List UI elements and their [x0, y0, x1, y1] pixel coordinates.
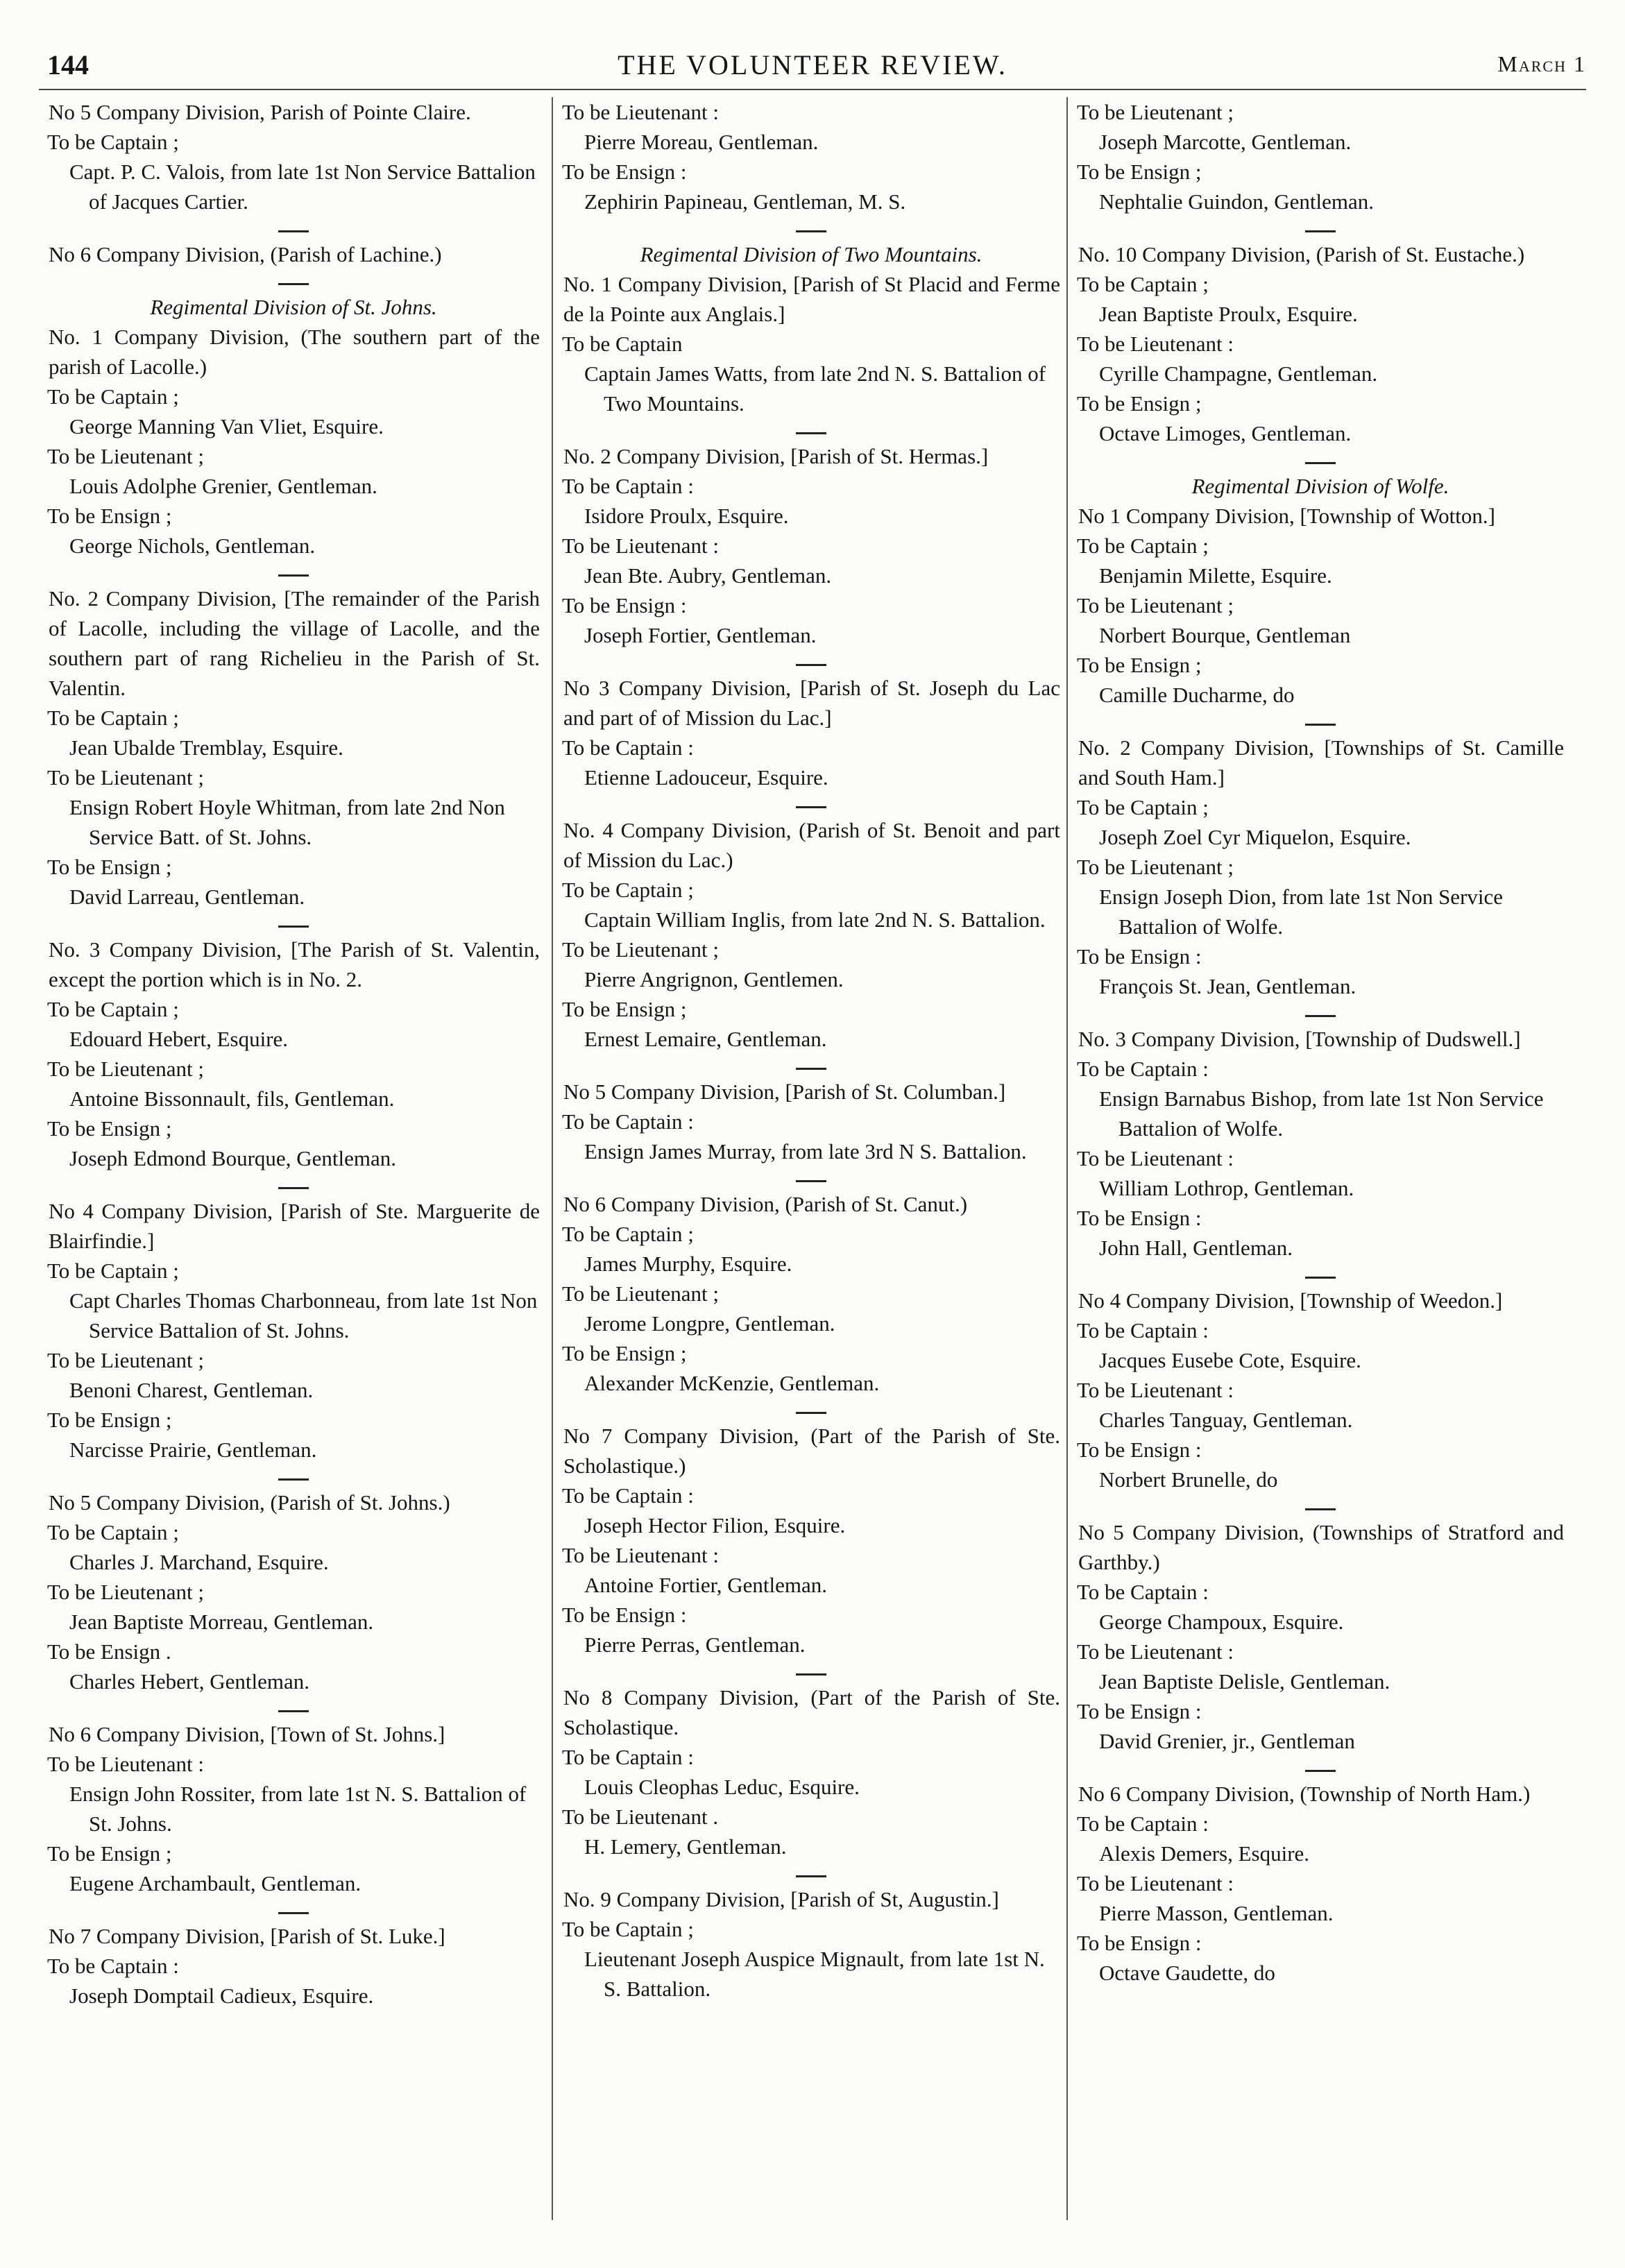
appointee-name: Alexis Demers, Esquire.	[1099, 1841, 1310, 1866]
company-division-heading: No 5 Company Division, Parish of Pointe Claire.	[49, 100, 471, 124]
section-dash	[278, 1912, 309, 1914]
company-division-heading: No. 9 Company Division, [Parish of St, Augustin.]	[563, 1887, 999, 1911]
appointment-rank: To be Captain ;	[562, 878, 694, 902]
appointee-name: William Lothrop, Gentleman.	[1099, 1176, 1354, 1200]
appointee-name: Norbert Bourque, Gentleman	[1099, 623, 1351, 647]
appointee-name: David Grenier, jr., Gentleman	[1099, 1729, 1355, 1753]
company-division-heading: No 1 Company Division, [Township of Wotton.]	[1078, 504, 1495, 528]
column-middle	[562, 97, 1060, 2220]
appointee-name: Captain William Inglis, from late 2nd N. S. Battalion.	[584, 907, 1046, 932]
page-header	[39, 46, 1586, 87]
column-right	[1077, 97, 1564, 2220]
section-dash	[278, 1478, 309, 1481]
section-dash	[796, 1068, 826, 1070]
appointee-name: John Hall, Gentleman.	[1099, 1236, 1293, 1260]
appointment-rank: To be Ensign .	[47, 1639, 171, 1664]
appointee-name: Ensign Barnabus Bishop, from late 1st Non Service Battalion of Wolfe.	[1099, 1086, 1544, 1141]
company-division-heading: No 3 Company Division, [Parish of St. Joseph du Lac and part of of Mission du Lac.]	[563, 676, 1060, 730]
appointee-name: Ensign James Murray, from late 3rd N S. Battalion.	[584, 1139, 1027, 1163]
appointment-rank: To be Captain :	[1077, 1057, 1209, 1081]
publication-title: THE VOLUNTEER REVIEW.	[618, 49, 1007, 80]
appointment-rank: To be Ensign ;	[47, 1116, 172, 1141]
appointee-name: Joseph Marcotte, Gentleman.	[1099, 130, 1352, 154]
appointee-name: Camille Ducharme, do	[1099, 683, 1295, 707]
company-division-section	[47, 97, 540, 216]
company-division-heading: No. 2 Company Division, [Townships of St. Camille and South Ham.]	[1078, 735, 1564, 790]
header-rule	[39, 89, 1586, 90]
appointee-name: H. Lemery, Gentleman.	[584, 1834, 787, 1859]
appointee-name: Lieutenant Joseph Auspice Mignault, from late 1st N. S. Battalion.	[584, 1947, 1045, 2001]
appointment-rank: To be Captain :	[47, 1954, 179, 1978]
section-dash	[1305, 1508, 1336, 1510]
column-rule	[1066, 97, 1068, 2220]
appointment-rank: To be Lieutenant ;	[1077, 100, 1234, 124]
section-dash	[796, 432, 826, 434]
section-dash	[1305, 724, 1336, 726]
appointment-rank: To be Lieutenant ;	[47, 1348, 204, 1372]
company-division-section	[47, 1710, 540, 1898]
appointment-rank: To be Captain :	[562, 1483, 694, 1508]
appointment-rank: To be Captain	[562, 332, 683, 356]
appointee-name: Etienne Ladouceur, Esquire.	[584, 765, 828, 790]
company-division-heading: No. 4 Company Division, (Parish of St. Benoit and part of Mission du Lac.)	[563, 818, 1060, 872]
company-division-section	[562, 1673, 1060, 1861]
company-division-heading: No 5 Company Division, (Parish of St. Johns.)	[49, 1490, 450, 1515]
company-division-heading: No 6 Company Division, (Parish of St. Canut.)	[563, 1192, 968, 1216]
company-division-section	[562, 1875, 1060, 2004]
company-division-heading: No 4 Company Division, [Parish of Ste. Marguerite de Blairfindie.]	[49, 1199, 540, 1253]
appointee-name: Ensign John Rossiter, from late 1st N. S. Battalion of St. Johns.	[69, 1782, 527, 1836]
appointee-name: Jean Baptiste Proulx, Esquire.	[1099, 302, 1358, 326]
appointment-rank: To be Captain :	[1077, 1580, 1209, 1604]
section-dash	[278, 283, 309, 285]
appointment-rank: To be Lieutenant :	[562, 534, 719, 558]
company-division-section	[562, 432, 1060, 650]
appointment-rank: To be Ensign :	[1077, 1438, 1202, 1462]
company-division-section	[562, 664, 1060, 792]
section-dash	[1305, 462, 1336, 464]
company-division-heading: No. 2 Company Division, [Parish of St. Hermas.]	[563, 444, 989, 468]
appointment-rank: To be Captain :	[1077, 1811, 1209, 1836]
appointment-rank: To be Captain :	[562, 474, 694, 498]
appointment-rank: To be Lieutenant :	[1077, 1639, 1234, 1664]
appointment-rank: To be Ensign ;	[47, 1408, 172, 1432]
section-dash	[1305, 1277, 1336, 1279]
appointee-name: Joseph Edmond Bourque, Gentleman.	[69, 1146, 396, 1170]
appointee-name: Ensign Joseph Dion, from late 1st Non Service Battalion of Wolfe.	[1099, 885, 1504, 939]
appointment-rank: To be Ensign ;	[1077, 391, 1202, 416]
company-division-heading: No 5 Company Division, (Townships of Stratford and Garthby.)	[1078, 1520, 1564, 1574]
appointee-name: Norbert Brunelle, do	[1099, 1467, 1278, 1492]
appointment-rank: To be Ensign :	[1077, 1699, 1202, 1723]
company-division-heading: No 6 Company Division, (Township of North Ham.)	[1078, 1782, 1531, 1806]
appointment-rank: To be Ensign :	[1077, 1206, 1202, 1230]
appointment-rank: To be Captain ;	[47, 997, 179, 1021]
company-division-heading: No. 3 Company Division, [Township of Dudswell.]	[1078, 1027, 1521, 1051]
page-number: 144	[47, 49, 89, 80]
appointee-name: Pierre Moreau, Gentleman.	[584, 130, 819, 154]
appointment-rank: To be Lieutenant :	[562, 1543, 719, 1567]
company-division-section	[47, 1478, 540, 1696]
appointee-name: Edouard Hebert, Esquire.	[69, 1027, 289, 1051]
section-dash	[1305, 230, 1336, 232]
appointee-name: François St. Jean, Gentleman.	[1099, 974, 1356, 998]
appointee-name: Antoine Fortier, Gentleman.	[584, 1573, 828, 1597]
company-division-section	[562, 1412, 1060, 1660]
appointment-rank: To be Lieutenant ;	[47, 1580, 204, 1604]
appointee-name: Cyrille Champagne, Gentleman.	[1099, 361, 1378, 386]
appointee-name: George Manning Van Vliet, Esquire.	[69, 414, 384, 438]
company-division-heading: No 7 Company Division, [Parish of St. Luke.]	[49, 1924, 445, 1948]
appointment-rank: To be Ensign :	[1077, 944, 1202, 969]
appointment-rank: To be Captain :	[562, 1745, 694, 1769]
appointee-name: George Nichols, Gentleman.	[69, 534, 316, 558]
appointment-rank: To be Lieutenant ;	[47, 444, 204, 468]
appointment-rank: To be Captain :	[562, 1109, 694, 1134]
company-division-heading: No. 2 Company Division, [The remainder of the Parish of Lacolle, including the village of Lacolle, and the southern part of rang Richelieu in the Parish of St. Valentin.	[49, 586, 540, 700]
company-division-section	[562, 1180, 1060, 1398]
appointee-name: Eugene Archambault, Gentleman.	[69, 1871, 361, 1895]
company-division-section	[562, 806, 1060, 1054]
appointment-rank: To be Captain ;	[562, 1222, 694, 1246]
column-rule	[552, 97, 553, 2220]
company-division-heading: No 5 Company Division, [Parish of St. Columban.]	[563, 1080, 1006, 1104]
appointment-rank: To be Lieutenant :	[1077, 332, 1234, 356]
company-division-section	[1077, 462, 1564, 710]
appointee-name: Jean Baptiste Morreau, Gentleman.	[69, 1610, 374, 1634]
section-dash	[278, 926, 309, 928]
appointee-name: Joseph Hector Filion, Esquire.	[584, 1513, 846, 1537]
company-division-section	[1077, 230, 1564, 448]
section-dash	[1305, 1770, 1336, 1772]
company-division-heading: No 4 Company Division, [Township of Weedon.]	[1078, 1288, 1503, 1313]
company-division-section	[47, 230, 540, 269]
section-dash	[796, 664, 826, 666]
company-division-section	[562, 230, 1060, 418]
appointee-name: Joseph Zoel Cyr Miquelon, Esquire.	[1099, 825, 1411, 849]
appointee-name: Nephtalie Guindon, Gentleman.	[1099, 189, 1375, 214]
appointment-rank: To be Captain ;	[47, 1259, 179, 1283]
company-division-section	[562, 97, 1060, 216]
appointee-name: Pierre Angrignon, Gentlemen.	[584, 967, 844, 991]
appointee-name: Ernest Lemaire, Gentleman.	[584, 1027, 827, 1051]
appointment-rank: To be Captain ;	[47, 1520, 179, 1544]
appointee-name: Louis Cleophas Leduc, Esquire.	[584, 1775, 860, 1799]
appointment-rank: To be Ensign :	[562, 1603, 687, 1627]
appointment-rank: To be Ensign :	[1077, 1931, 1202, 1955]
appointment-rank: To be Captain :	[1077, 1318, 1209, 1342]
appointment-rank: To be Lieutenant ;	[47, 1057, 204, 1081]
appointment-rank: To be Ensign ;	[47, 1841, 172, 1866]
section-dash	[796, 1875, 826, 1877]
appointee-name: David Larreau, Gentleman.	[69, 885, 305, 909]
appointee-name: Ensign Robert Hoyle Whitman, from late 2nd Non Service Batt. of St. Johns.	[69, 795, 505, 849]
appointee-name: Louis Adolphe Grenier, Gentleman.	[69, 474, 377, 498]
appointment-rank: To be Lieutenant .	[562, 1805, 719, 1829]
appointee-name: Narcisse Prairie, Gentleman.	[69, 1438, 317, 1462]
appointment-rank: To be Ensign ;	[562, 1341, 687, 1365]
appointee-name: Charles J. Marchand, Esquire.	[69, 1550, 329, 1574]
section-dash	[796, 1180, 826, 1182]
appointee-name: Octave Gaudette, do	[1099, 1961, 1275, 1985]
appointment-rank: To be Lieutenant :	[1077, 1378, 1234, 1402]
company-division-section	[1077, 97, 1564, 216]
appointee-name: Jean Ubalde Tremblay, Esquire.	[69, 735, 343, 760]
company-division-heading: No. 1 Company Division, [Parish of St Placid and Ferme de la Pointe aux Anglais.]	[563, 272, 1060, 326]
company-division-heading: No. 3 Company Division, [The Parish of St. Valentin, except the portion which is in No. 2.	[49, 937, 540, 991]
appointment-rank: To be Captain ;	[1077, 534, 1209, 558]
appointee-name: Joseph Fortier, Gentleman.	[584, 623, 817, 647]
appointee-name: Jerome Longpre, Gentleman.	[584, 1311, 835, 1336]
appointee-name: Jacques Eusebe Cote, Esquire.	[1099, 1348, 1361, 1372]
company-division-heading: No. 1 Company Division, (The southern part of the parish of Lacolle.)	[49, 325, 540, 379]
company-division-heading: No 6 Company Division, [Town of St. Johns.]	[49, 1722, 445, 1746]
appointment-rank: To be Lieutenant ;	[1077, 593, 1234, 617]
appointee-name: George Champoux, Esquire.	[1099, 1610, 1344, 1634]
appointee-name: Jean Bte. Aubry, Gentleman.	[584, 563, 832, 588]
appointee-name: Pierre Perras, Gentleman.	[584, 1632, 806, 1657]
appointment-rank: To be Lieutenant :	[1077, 1871, 1234, 1895]
appointment-rank: To be Captain ;	[562, 1917, 694, 1941]
appointment-rank: To be Lieutenant ;	[562, 1281, 719, 1306]
appointee-name: Antoine Bissonnault, fils, Gentleman.	[69, 1086, 395, 1111]
appointee-name: Captain James Watts, from late 2nd N. S. Battalion of Two Mountains.	[584, 361, 1046, 416]
appointment-rank: To be Captain :	[562, 735, 694, 760]
appointee-name: James Murphy, Esquire.	[584, 1252, 792, 1276]
company-division-heading: No 8 Company Division, (Part of the Parish of Ste. Scholastique.	[563, 1685, 1060, 1739]
section-dash	[278, 230, 309, 232]
appointment-rank: To be Ensign ;	[1077, 160, 1202, 184]
appointee-name: Benjamin Milette, Esquire.	[1099, 563, 1332, 588]
section-dash	[796, 230, 826, 232]
appointee-name: Joseph Domptail Cadieux, Esquire.	[69, 1984, 374, 2008]
appointment-rank: To be Ensign ;	[1077, 653, 1202, 677]
company-division-heading: No. 10 Company Division, (Parish of St. Eustache.)	[1078, 242, 1525, 266]
appointment-rank: To be Lieutenant ;	[562, 937, 719, 962]
appointee-name: Benoni Charest, Gentleman.	[69, 1378, 314, 1402]
regimental-division-heading: Regimental Division of Two Mountains.	[640, 242, 982, 266]
appointment-rank: To be Captain ;	[1077, 272, 1209, 296]
appointment-rank: To be Captain ;	[47, 130, 179, 154]
appointee-name: Zephirin Papineau, Gentleman, M. S.	[584, 189, 906, 214]
section-dash	[278, 574, 309, 577]
section-dash	[796, 1673, 826, 1676]
appointment-rank: To be Lieutenant :	[1077, 1146, 1234, 1170]
issue-date: March 1	[1497, 51, 1586, 76]
appointee-name: Capt Charles Thomas Charbonneau, from late 1st Non Service Battalion of St. Johns.	[69, 1288, 538, 1342]
appointment-rank: To be Lieutenant :	[562, 100, 719, 124]
appointment-rank: To be Ensign ;	[562, 997, 687, 1021]
appointee-name: Isidore Proulx, Esquire.	[584, 504, 789, 528]
company-division-section	[1077, 1508, 1564, 1756]
appointment-rank: To be Ensign :	[562, 160, 687, 184]
company-division-section	[47, 574, 540, 912]
appointment-rank: To be Ensign :	[562, 593, 687, 617]
appointee-name: Capt. P. C. Valois, from late 1st Non Service Battalion of Jacques Cartier.	[69, 160, 536, 214]
company-division-section	[47, 283, 540, 561]
appointment-rank: To be Captain ;	[1077, 795, 1209, 819]
company-division-section	[562, 1068, 1060, 1166]
section-dash	[796, 1412, 826, 1414]
company-division-heading: No 7 Company Division, (Part of the Parish of Ste. Scholastique.)	[563, 1424, 1060, 1478]
appointment-rank: To be Ensign ;	[47, 855, 172, 879]
company-division-section	[1077, 1277, 1564, 1494]
company-division-section	[1077, 1015, 1564, 1263]
appointee-name: Alexander McKenzie, Gentleman.	[584, 1371, 880, 1395]
appointment-rank: To be Ensign ;	[47, 504, 172, 528]
company-division-section	[1077, 1770, 1564, 1988]
appointee-name: Octave Limoges, Gentleman.	[1099, 421, 1352, 445]
appointee-name: Charles Hebert, Gentleman.	[69, 1669, 310, 1694]
section-dash	[796, 806, 826, 808]
appointment-rank: To be Captain ;	[47, 706, 179, 730]
regimental-division-heading: Regimental Division of St. Johns.	[150, 295, 437, 319]
appointee-name: Charles Tanguay, Gentleman.	[1099, 1408, 1353, 1432]
appointee-name: Pierre Masson, Gentleman.	[1099, 1901, 1334, 1925]
company-division-section	[1077, 724, 1564, 1001]
section-dash	[278, 1710, 309, 1712]
appointee-name: Jean Baptiste Delisle, Gentleman.	[1099, 1669, 1390, 1694]
column-left	[47, 97, 540, 2220]
company-division-section	[47, 926, 540, 1173]
appointment-rank: To be Lieutenant :	[47, 1752, 204, 1776]
section-dash	[278, 1187, 309, 1189]
section-dash	[1305, 1015, 1336, 1017]
appointment-rank: To be Lieutenant ;	[1077, 855, 1234, 879]
appointment-rank: To be Captain ;	[47, 384, 179, 409]
regimental-division-heading: Regimental Division of Wolfe.	[1191, 474, 1449, 498]
appointment-rank: To be Lieutenant ;	[47, 765, 204, 790]
company-division-section	[47, 1912, 540, 2011]
company-division-section	[47, 1187, 540, 1465]
company-division-heading: No 6 Company Division, (Parish of Lachine.)	[49, 242, 442, 266]
